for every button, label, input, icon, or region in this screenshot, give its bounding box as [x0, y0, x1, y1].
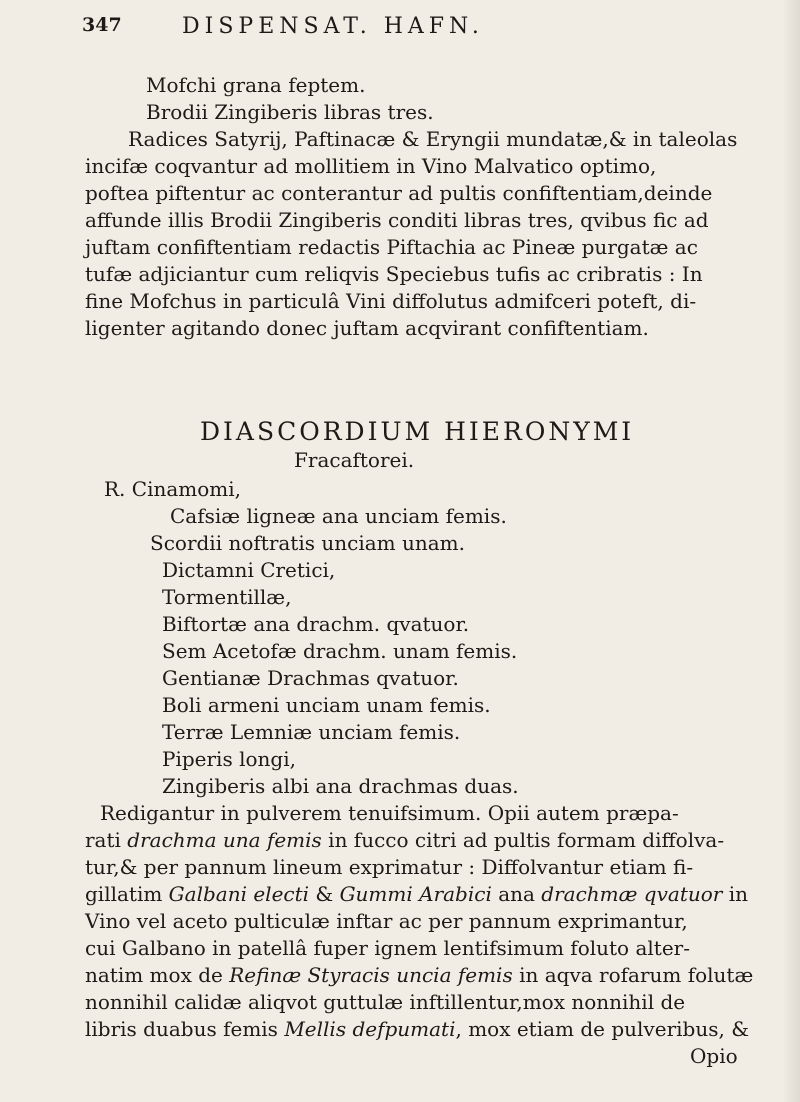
- ingredient-line: Tormentillæ,: [162, 585, 292, 609]
- text-line: Brodii Zingiberis libras tres.: [146, 100, 434, 124]
- text-line: nonnihil calidæ aliqvot guttulæ inftillentur,mox nonnihil de: [85, 990, 686, 1014]
- text-line: Vino vel aceto pulticulæ inftar ac per pannum exprimantur,: [85, 909, 688, 933]
- italic-run: Gummi Arabici: [339, 882, 492, 906]
- ingredient-line: Gentianæ Drachmas qvatuor.: [162, 666, 459, 690]
- text-line: juftam confiftentiam redactis Piftachia ac Pineæ purgatæ ac: [85, 235, 698, 259]
- text-run: , mox etiam de pulveribus, &: [455, 1017, 749, 1041]
- text-run: ana: [491, 882, 542, 906]
- ingredient-line: Boli armeni unciam unam femis.: [162, 693, 491, 717]
- text-line: Redigantur in pulverem tenuifsimum. Opii autem præpa-: [100, 801, 679, 825]
- text-line: [85, 1016, 749, 1042]
- italic-run: drachma una femis: [127, 828, 322, 852]
- text-run: in aqva rofarum folutæ: [512, 963, 754, 987]
- ingredient-line: Biftortæ ana drachm. qvatuor.: [162, 612, 470, 636]
- text-run: rati: [85, 828, 128, 852]
- text-line: Mofchi grana feptem.: [146, 73, 366, 97]
- italic-run: Galbani electi: [168, 882, 310, 906]
- text-line: cui Galbano in patellâ fuper ignem lentifsimum foluto alter-: [85, 936, 690, 960]
- text-run: libris duabus femis: [85, 1017, 285, 1041]
- ingredient-line: Dictamni Cretici,: [162, 558, 336, 582]
- text-line: incifæ coqvantur ad mollitiem in Vino Malvatico optimo,: [85, 154, 657, 178]
- page-edge-shadow: [782, 0, 800, 1102]
- text-run: in: [722, 882, 748, 906]
- ingredient-line: Piperis longi,: [162, 747, 296, 771]
- text-run: in fucco citri ad pultis formam diffolva-: [321, 828, 725, 852]
- section-subtitle: Fracaftorei.: [294, 448, 415, 472]
- italic-run: Mellis defpumati: [284, 1017, 456, 1041]
- text-line: tur,& per pannum lineum exprimatur : Diffolvantur etiam fi-: [85, 855, 694, 879]
- catchword: Opio: [690, 1044, 738, 1068]
- text-line: [85, 881, 748, 907]
- ingredient-line: Scordii noftratis unciam unam.: [150, 531, 465, 555]
- text-line: tufæ adjiciantur cum reliqvis Speciebus tufis ac cribratis : In: [85, 262, 703, 286]
- ingredient-line: Zingiberis albi ana drachmas duas.: [162, 774, 519, 798]
- text-line: affunde illis Brodii Zingiberis conditi libras tres, qvibus fic ad: [85, 208, 709, 232]
- running-head: DISPENSAT. HAFN.: [182, 14, 484, 39]
- section-title: DIASCORDIUM HIERONYMI: [200, 417, 635, 446]
- text-line: poftea piftentur ac conterantur ad pultis confiftentiam,deinde: [85, 181, 713, 205]
- ingredient-line: Cafsiæ ligneæ ana unciam femis.: [170, 504, 507, 528]
- text-line: ligenter agitando donec juftam acqvirant confiftentiam.: [85, 316, 649, 340]
- page-number: 347: [82, 14, 122, 36]
- text-line: [85, 962, 753, 988]
- text-line: [85, 827, 724, 853]
- ingredient-line: Sem Acetofæ drachm. unam femis.: [162, 639, 518, 663]
- text-line: Radices Satyrij, Paftinacæ & Eryngii mundatæ,& in taleolas: [128, 127, 738, 151]
- ingredient-line: R. Cinamomi,: [104, 477, 242, 501]
- text-line: fine Mofchus in particulâ Vini diffolutus admifceri poteft, di-: [85, 289, 697, 313]
- text-run: natim mox de: [85, 963, 230, 987]
- text-run: &: [309, 882, 340, 906]
- italic-run: drachmæ qvatuor: [541, 882, 723, 906]
- italic-run: Refinæ Styracis uncia femis: [229, 963, 513, 987]
- page-header: [82, 14, 732, 48]
- text-run: gillatim: [85, 882, 169, 906]
- ingredient-line: Terræ Lemniæ unciam femis.: [162, 720, 461, 744]
